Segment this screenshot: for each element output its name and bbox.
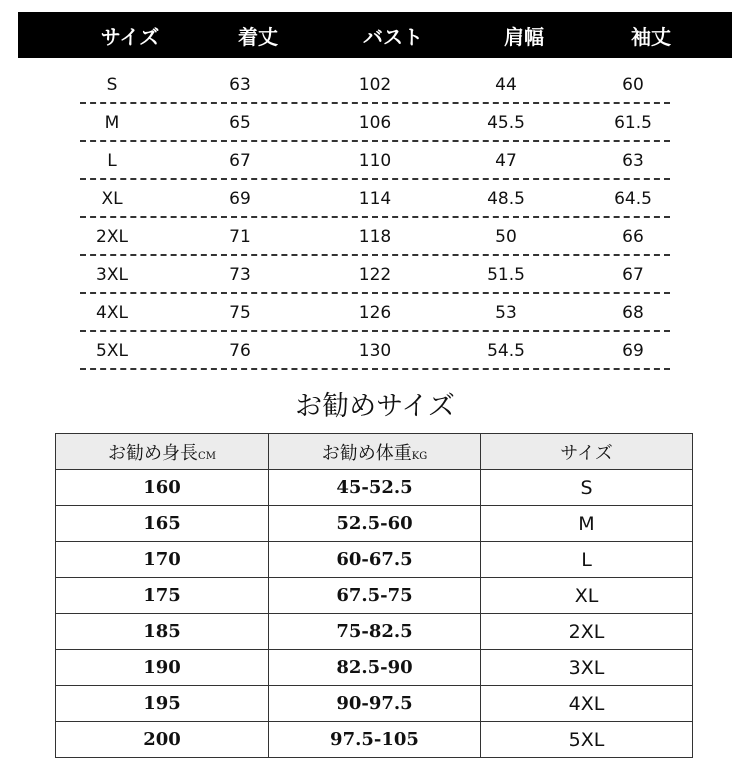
table-row (56, 578, 693, 614)
cell-size: L (481, 542, 693, 578)
cell-sleeve: 63 (622, 151, 644, 171)
cell-size: 5XL (96, 341, 128, 361)
cell-sleeve: 66 (622, 227, 644, 247)
cell-size: 4XL (96, 303, 128, 323)
cell-shoulder: 50 (495, 227, 517, 247)
recommended-size-table (55, 433, 693, 758)
cell-bust: 118 (358, 227, 392, 247)
header-height (56, 434, 269, 470)
cell-height: 200 (56, 722, 269, 758)
cell-sleeve: 67 (622, 265, 644, 285)
header-weight-unit: KG (411, 450, 428, 462)
size-chart-header (18, 12, 732, 58)
cell-shoulder: 45.5 (487, 113, 525, 133)
header-weight-label: お勧め体重 (321, 442, 412, 464)
size-row (0, 180, 750, 218)
cell-size: S (106, 75, 118, 95)
size-row (0, 256, 750, 294)
header-sleeve: 袖丈 (631, 24, 671, 49)
table-row (56, 614, 693, 650)
cell-shoulder: 44 (495, 75, 517, 95)
cell-bust: 110 (358, 151, 392, 171)
cell-bust: 122 (358, 265, 392, 285)
cell-length: 65 (229, 113, 251, 133)
cell-size: S (481, 470, 693, 506)
header-height-unit: CM (198, 450, 216, 462)
cell-length: 69 (229, 189, 251, 209)
cell-weight: 60-67.5 (269, 542, 481, 578)
table-row (56, 722, 693, 758)
cell-height: 195 (56, 686, 269, 722)
cell-size: XL (481, 578, 693, 614)
cell-weight: 45-52.5 (269, 470, 481, 506)
size-row (0, 294, 750, 332)
cell-weight: 82.5-90 (269, 650, 481, 686)
cell-size: 4XL (481, 686, 693, 722)
cell-sleeve: 69 (622, 341, 644, 361)
cell-size: L (107, 151, 117, 171)
cell-shoulder: 53 (495, 303, 517, 323)
cell-height: 175 (56, 578, 269, 614)
table-row (56, 506, 693, 542)
cell-shoulder: 47 (495, 151, 517, 171)
cell-bust: 130 (358, 341, 392, 361)
header-weight (269, 434, 481, 470)
cell-length: 75 (229, 303, 251, 323)
cell-bust: 126 (358, 303, 392, 323)
header-bust: バスト (363, 24, 423, 49)
cell-size: 5XL (481, 722, 693, 758)
cell-height: 190 (56, 650, 269, 686)
header-height-label: お勧め身長 (108, 442, 199, 464)
cell-height: 185 (56, 614, 269, 650)
row-divider (80, 368, 670, 370)
cell-sleeve: 61.5 (614, 113, 652, 133)
cell-height: 160 (56, 470, 269, 506)
cell-length: 71 (229, 227, 251, 247)
cell-bust: 106 (358, 113, 392, 133)
header-size (481, 434, 693, 470)
header-shoulder: 肩幅 (504, 24, 544, 49)
cell-weight: 97.5-105 (269, 722, 481, 758)
cell-height: 170 (56, 542, 269, 578)
cell-sleeve: 68 (622, 303, 644, 323)
cell-sleeve: 64.5 (614, 189, 652, 209)
cell-weight: 90-97.5 (269, 686, 481, 722)
size-row (0, 104, 750, 142)
cell-shoulder: 51.5 (487, 265, 525, 285)
size-row (0, 332, 750, 370)
cell-size: M (104, 113, 120, 133)
cell-size: 3XL (481, 650, 693, 686)
cell-length: 67 (229, 151, 251, 171)
cell-weight: 75-82.5 (269, 614, 481, 650)
recommended-size-title: お勧めサイズ (295, 391, 455, 422)
table-row (56, 686, 693, 722)
header-length: 着丈 (238, 24, 278, 49)
size-row (0, 218, 750, 256)
size-row (0, 142, 750, 180)
cell-shoulder: 54.5 (487, 341, 525, 361)
cell-shoulder: 48.5 (487, 189, 525, 209)
cell-length: 63 (229, 75, 251, 95)
cell-size: 2XL (481, 614, 693, 650)
size-row (0, 66, 750, 104)
cell-size: 3XL (96, 265, 128, 285)
table-row (56, 650, 693, 686)
cell-size: M (481, 506, 693, 542)
table-row (56, 542, 693, 578)
cell-weight: 67.5-75 (269, 578, 481, 614)
cell-height: 165 (56, 506, 269, 542)
cell-weight: 52.5-60 (269, 506, 481, 542)
cell-bust: 102 (358, 75, 392, 95)
header-size-label: サイズ (560, 442, 613, 464)
table-row (56, 470, 693, 506)
cell-length: 73 (229, 265, 251, 285)
cell-length: 76 (229, 341, 251, 361)
cell-sleeve: 60 (622, 75, 644, 95)
cell-bust: 114 (358, 189, 392, 209)
header-size: サイズ (100, 24, 160, 49)
cell-size: XL (101, 189, 123, 209)
cell-size: 2XL (96, 227, 128, 247)
table-header-row (56, 434, 693, 470)
